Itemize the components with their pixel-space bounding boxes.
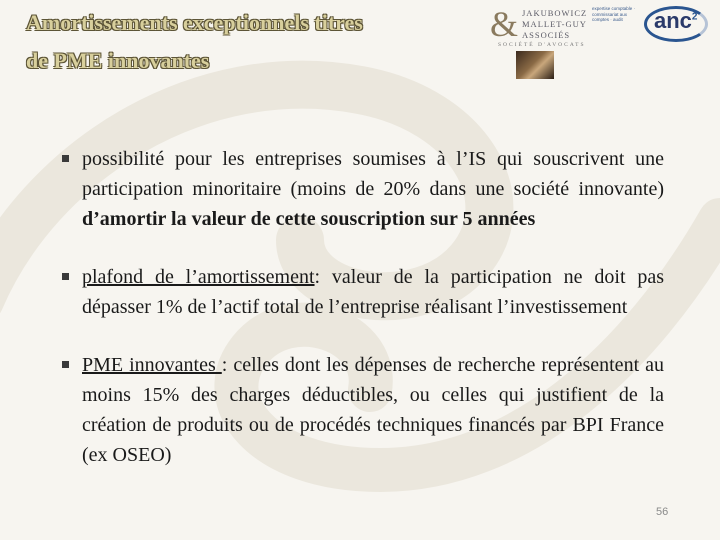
page-number: 56 [656, 506, 669, 518]
square-bullet-icon [62, 361, 69, 368]
anc-logo [644, 4, 716, 44]
bullet-text: : valeur de la participation ne doit pas dépasser 1% de l’actif total de l’entreprise réalisant l’investissement [82, 266, 665, 318]
bullet-list [62, 144, 664, 470]
bullet-item-amortissement [62, 144, 664, 234]
square-bullet-icon [62, 155, 69, 162]
law-firm-tagline: SOCIÉTÉ D'AVOCATS [498, 42, 586, 48]
slide-title-line-2: de PME innovantes [26, 48, 210, 73]
bullet-text: possibilité pour les entreprises soumises à l’IS qui souscrivent une participation minoritaire (moins de 20% dans une société innovante) [82, 148, 664, 200]
slide-title [26, 4, 363, 80]
law-firm-logo [490, 4, 600, 48]
bullet-underlined-term: plafond de l’amortissement [82, 266, 315, 288]
law-firm-name [522, 8, 587, 41]
bullet-item-pme-innovantes [62, 350, 664, 470]
slide-title-line-1: Amortissements exceptionnels titres [26, 10, 363, 35]
photo-thumbnail [516, 51, 554, 79]
header-logos [486, 0, 720, 80]
law-firm-name-line-3: ASSOCIÉS [522, 30, 571, 40]
bullet-bold-text: d’amortir la valeur de cette souscription sur 5 années [82, 208, 536, 230]
anc-logo-text: anc$^2$ [654, 8, 698, 33]
square-bullet-icon [62, 273, 69, 280]
law-firm-name-line-2: MALLET-GUY [522, 19, 587, 29]
bullet-item-plafond [62, 262, 664, 322]
law-firm-name-line-1: JAKUBOWICZ [522, 8, 588, 18]
ampersand-logo-mark: & [490, 4, 519, 44]
accounting-firm-logo: expertise comptable · commissariat aux comptes · audit [592, 6, 636, 22]
bullet-text: : celles dont les dépenses de recherche représentent au moins 15% des charges déductibles, ou celles qui justifient de la création de produits ou de procédés techniques financés par BPI France (ex OSEO) [82, 354, 664, 466]
bullet-underlined-term: PME innovantes [82, 354, 222, 376]
